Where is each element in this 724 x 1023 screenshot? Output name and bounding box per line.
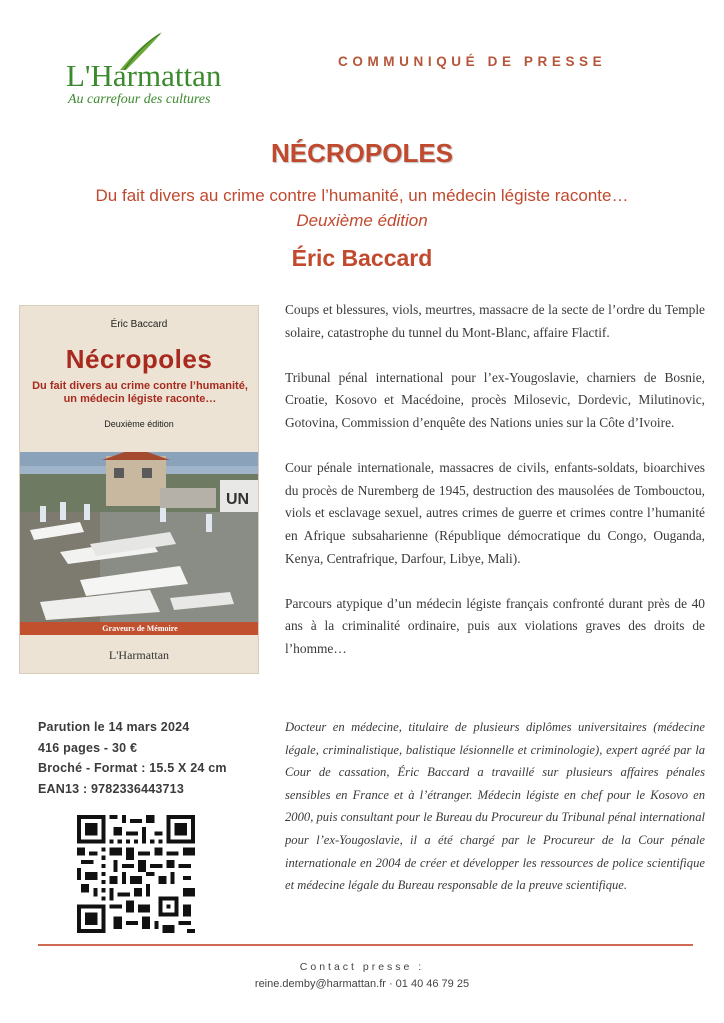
cover-subtitle <box>30 380 250 406</box>
book-details <box>38 717 227 799</box>
contact-info[interactable]: reine.demby@harmattan.fr · 01 40 46 79 25 <box>254 978 470 990</box>
book-cover <box>19 305 259 674</box>
un-sign: UN <box>226 491 250 508</box>
footer-divider <box>38 944 693 946</box>
description-paragraph: Cour pénale internationale, massacres de civils, enfants-soldats, bioarchives du procès de Nuremberg de 1945, destruction des mausolées de Tombouctou, viols et esclavage sexuel, autres crimes de guerre et crimes contre l’humanité en Afrique subsaharienne (République démocratique du Congo, Ouganda, Kenya, Centrafrique, Darfour, Libye, Mali). <box>285 460 705 566</box>
book-description <box>285 299 705 683</box>
book-title: NÉCROPOLES <box>270 138 454 168</box>
logo-tagline: Au carrefour des cultures <box>68 92 211 107</box>
pages-price: 416 pages - 30 € <box>38 740 138 755</box>
description-paragraph: Tribunal pénal international pour l’ex-Yougoslavie, charniers de Bosnie, Croatie, Kosovo et Macédoine, procès Milosevic, Dordevic, Milutinovic, Gotovina, Commission d’enquête des Nations unies sur la Côte d’Ivoire. <box>285 369 705 430</box>
logo-text: L'Harmattan <box>66 58 222 93</box>
qr-code[interactable] <box>77 815 195 933</box>
press-release-label: COMMUNIQUÉ DE PRESSE <box>338 54 607 69</box>
book-subtitle: Du fait divers au crime contre l’humanité, un médecin légiste raconte… <box>95 186 629 205</box>
book-author: Éric Baccard <box>291 245 433 271</box>
contact-label: Contact presse : <box>299 961 425 973</box>
publisher-logo <box>66 30 256 110</box>
description-paragraph: Parcours atypique d’un médecin légiste français confronté durant près de 40 ans à la criminalité ordinaire, puis aux violations graves des droits de l’homme… <box>285 595 705 656</box>
cover-title: Nécropoles <box>65 344 213 374</box>
cover-collection-band: Graveurs de Mémoire <box>20 622 259 635</box>
description-paragraph: Coups et blessures, viols, meurtres, massacre de la secte de l’ordre du Temple solaire, catastrophe du tunnel du Mont-Blanc, affaire Flactif. <box>285 302 705 340</box>
cover-subtitle-line: Du fait divers au crime contre l’humanité, <box>32 380 248 392</box>
cover-edition: Deuxième édition <box>104 419 174 429</box>
release-date: Parution le 14 mars 2024 <box>38 720 190 734</box>
author-bio: Docteur en médecine, titulaire de plusieurs diplômes universitaires (médecine légale, criminalistique, balistique lésionnelle et criminologie), expert agréé par la Cour de cassation, Éric Baccard a travaillé sur plusieurs affaires pénales sensibles en France et à l’étranger. Médecin légiste en chef pour le Kosovo en 2000, puis consultant pour le Bureau du Procureur du Tribunal pénal international pour l’ex-Yougoslavie, il a été chargé par le Procureur de la Cour pénale internationale en 2004 de créer et développer les ressources de police scientifique et médecine légale du Bureau responsable de la preuve scientifique. <box>285 720 705 893</box>
cover-publisher-logo: L'Harmattan <box>108 648 170 662</box>
cover-photo <box>20 452 259 622</box>
cover-subtitle-line: un médecin légiste raconte… <box>63 393 217 405</box>
format: Broché - Format : 15.5 X 24 cm <box>38 761 227 775</box>
ean-code: EAN13 : 9782336443713 <box>38 781 184 796</box>
book-edition: Deuxième édition <box>296 211 428 230</box>
cover-author: Éric Baccard <box>110 319 168 330</box>
